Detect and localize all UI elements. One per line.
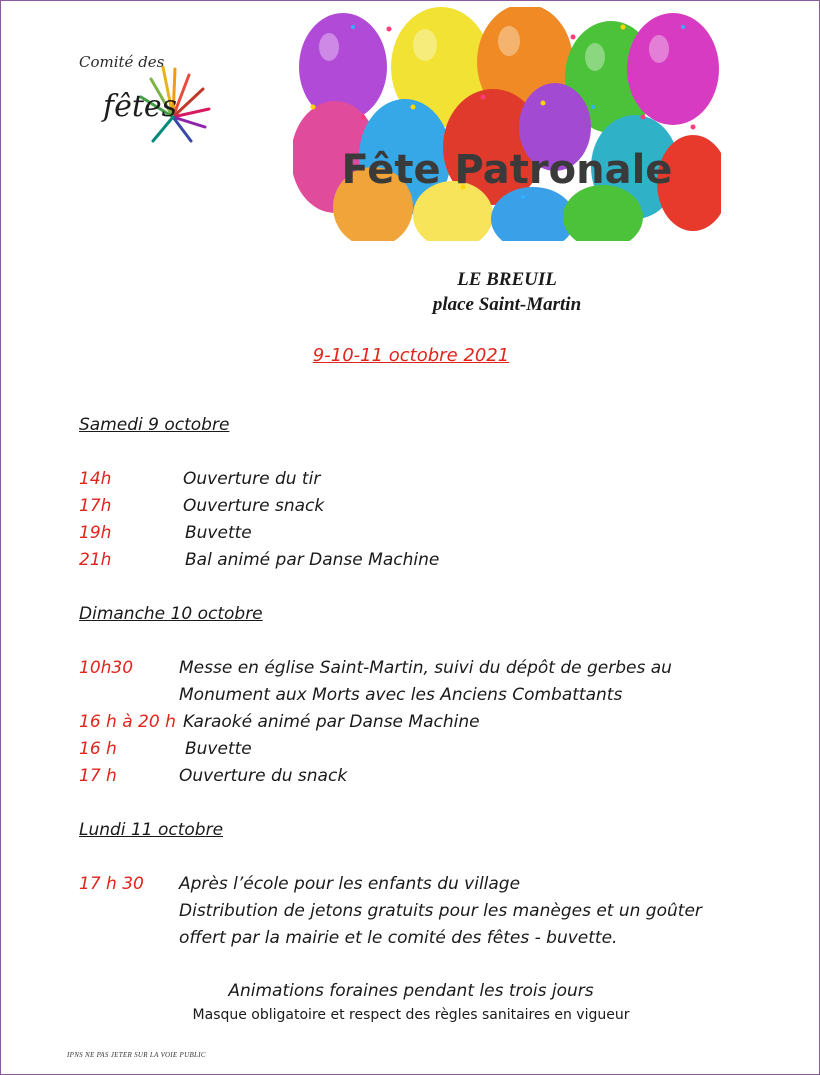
event-activity: Ouverture snack [183, 496, 325, 516]
event-activity: Karaoké animé par Danse Machine [183, 712, 480, 732]
event-activity: Messe en église Saint-Martin, suivi du dépôt de gerbes au [179, 658, 672, 678]
location-name: LE BREUIL [457, 269, 557, 290]
location-place: place Saint-Martin [432, 294, 582, 315]
comite-des-fetes-logo [75, 49, 215, 149]
event-time: 16 h à 20 h [79, 712, 176, 732]
balloons-illustration [293, 7, 721, 241]
event-time: 16 h [79, 739, 117, 759]
event-activity: Après l’école pour les enfants du village [179, 874, 521, 894]
sanitary-note: Masque obligatoire et respect des règles sanitaires en vigueur [192, 1007, 630, 1023]
banner-title: Fête Patronale [341, 147, 673, 193]
legal-notice: IPNS NE PAS JETER SUR LA VOIE PUBLIC [67, 1051, 206, 1059]
event-activity: Bal animé par Danse Machine [185, 550, 440, 570]
balloon-banner [293, 7, 721, 241]
event-activity: Ouverture du snack [179, 766, 348, 786]
day-title-lundi: Lundi 11 octobre [79, 820, 224, 840]
event-activity-continuation: Distribution de jetons gratuits pour les manèges et un goûter [179, 901, 702, 921]
logo-text-top: Comité des [79, 53, 165, 71]
event-activity: Buvette [185, 523, 252, 543]
event-activity: Ouverture du tir [183, 469, 321, 489]
day-title-samedi: Samedi 9 octobre [79, 415, 230, 435]
event-time: 10h30 [79, 658, 134, 678]
event-time: 14h [79, 469, 112, 489]
animations-note: Animations foraines pendant les trois jours [228, 981, 594, 1001]
event-time: 17 h 30 [79, 874, 144, 894]
event-activity-continuation: Monument aux Morts avec les Anciens Combattants [179, 685, 623, 705]
logo-text-main: fêtes [103, 89, 178, 124]
event-time: 21h [79, 550, 112, 570]
event-time: 17 h [79, 766, 117, 786]
day-title-dimanche: Dimanche 10 octobre [79, 604, 263, 624]
event-time: 19h [79, 523, 112, 543]
event-dates: 9-10-11 octobre 2021 [312, 345, 510, 366]
event-activity: Buvette [185, 739, 252, 759]
event-activity-continuation: offert par la mairie et le comité des fêtes - buvette. [179, 928, 618, 948]
event-time: 17h [79, 496, 112, 516]
